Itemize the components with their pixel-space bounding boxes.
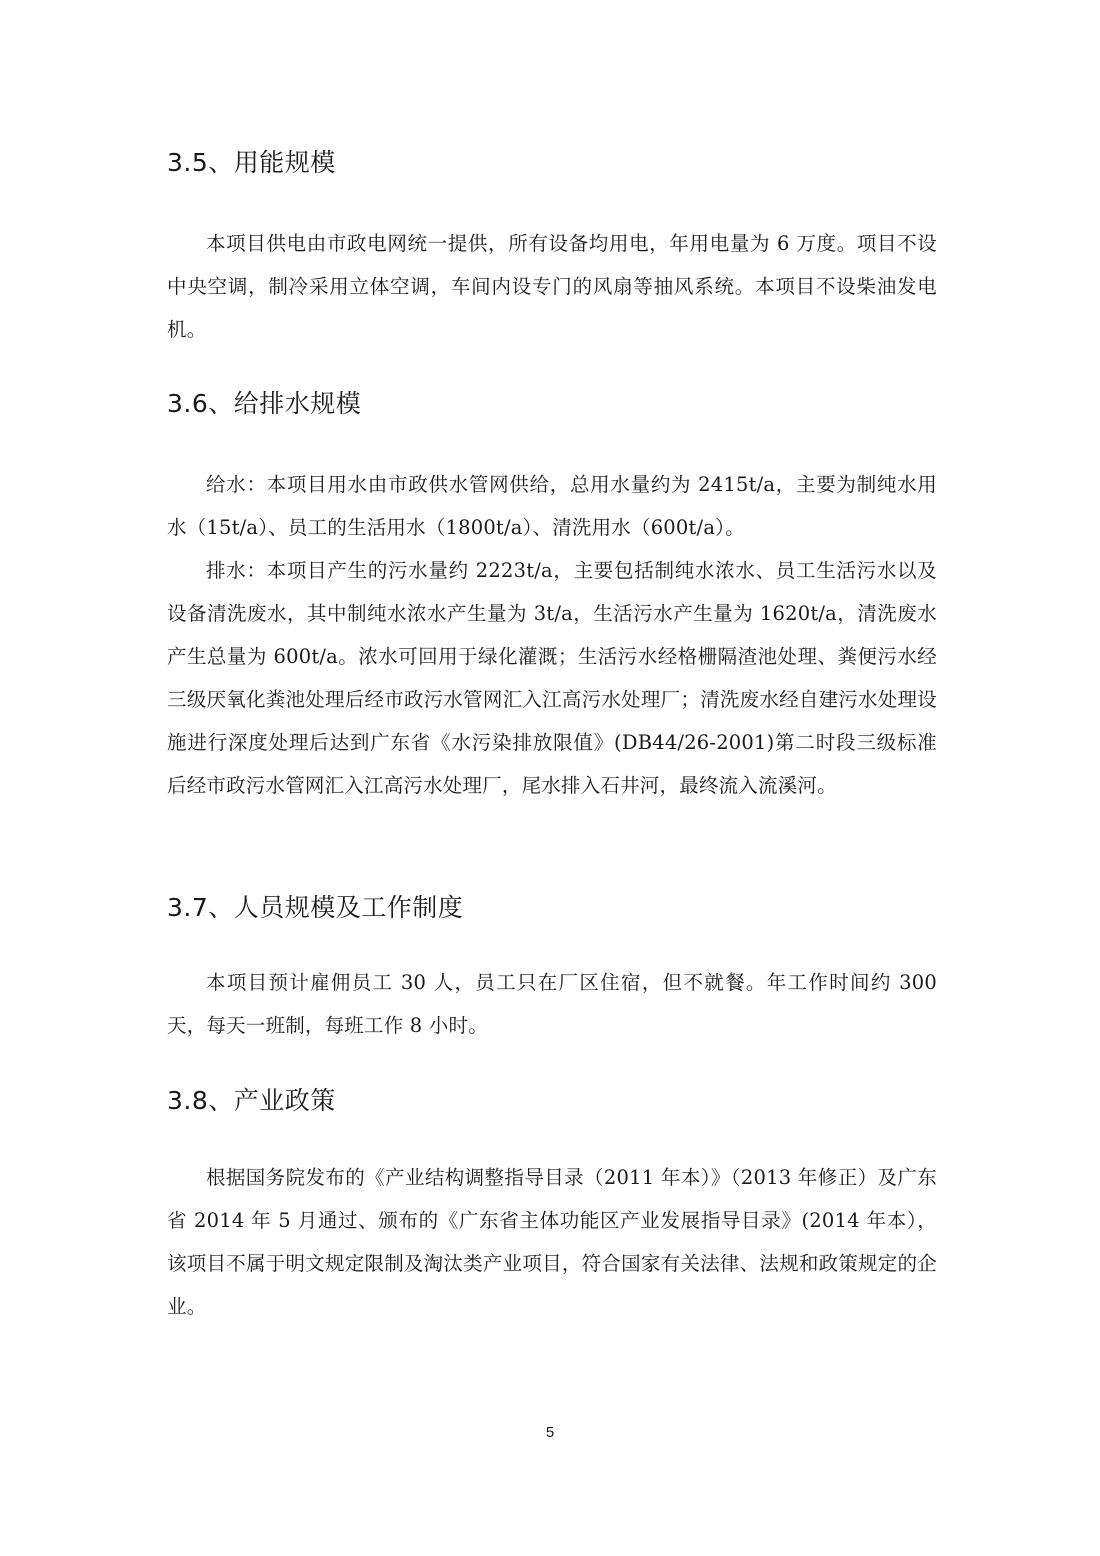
section-industry-policy (167, 1084, 937, 1328)
paragraph-water-supply: 给水：本项目用水由市政供水管网供给，总用水量约为 2415t/a，主要为制纯水用水（15t/a）、员工的生活用水（1800t/a）、清洗用水（600t/a）。 (167, 473, 937, 539)
paragraph: 根据国务院发布的《产业结构调整指导目录（2011 年本）》（2013 年修正）及广东省 2014 年 5 月通过、颁布的《广东省主体功能区产业发展指导目录》(2014 年本），该项目不属于明文规定限制及淘汰类产业项目，符合国家有关法律、法规和政策规定的企业。 (167, 1166, 937, 1318)
paragraph-drainage: 排水：本项目产生的污水量约 2223t/a，主要包括制纯水浓水、员工生活污水以及设备清洗废水，其中制纯水浓水产生量为 3t/a，生活污水产生量为 1620t/a，清洗废水产生总量为 600t/a。浓水可回用于绿化灌溉；生活污水经格栅隔渣池处理、粪便污水经三级厌氧化粪池处理后经市政污水管网汇入江高污水处理厂；清洗废水经自建污水处理设施进行深度处理后达到广东省《水污染排放限值》(DB44/26-2001)第二时段三级标准后经市政污水管网汇入江高污水处理厂，尾水排入石井河，最终流入流溪河。 (167, 559, 937, 797)
section-energy-scale (167, 146, 937, 351)
paragraph: 本项目预计雇佣员工 30 人，员工只在厂区住宿，但不就餐。年工作时间约 300 天，每天一班制，每班工作 8 小时。 (167, 971, 937, 1037)
section-heading: 3.6、给排水规模 (167, 389, 362, 418)
section-heading: 3.8、产业政策 (167, 1086, 336, 1115)
section-heading: 3.5、用能规模 (167, 148, 336, 177)
section-water-scale (167, 387, 937, 807)
paragraph: 本项目供电由市政电网统一提供，所有设备均用电，年用电量为 6 万度。项目不设中央空调，制冷采用立体空调，车间内设专门的风扇等抽风系统。本项目不设柴油发电机。 (167, 232, 937, 341)
section-staffing (167, 891, 937, 1047)
page-number: 5 (545, 1424, 555, 1441)
section-heading: 3.7、人员规模及工作制度 (167, 893, 464, 922)
